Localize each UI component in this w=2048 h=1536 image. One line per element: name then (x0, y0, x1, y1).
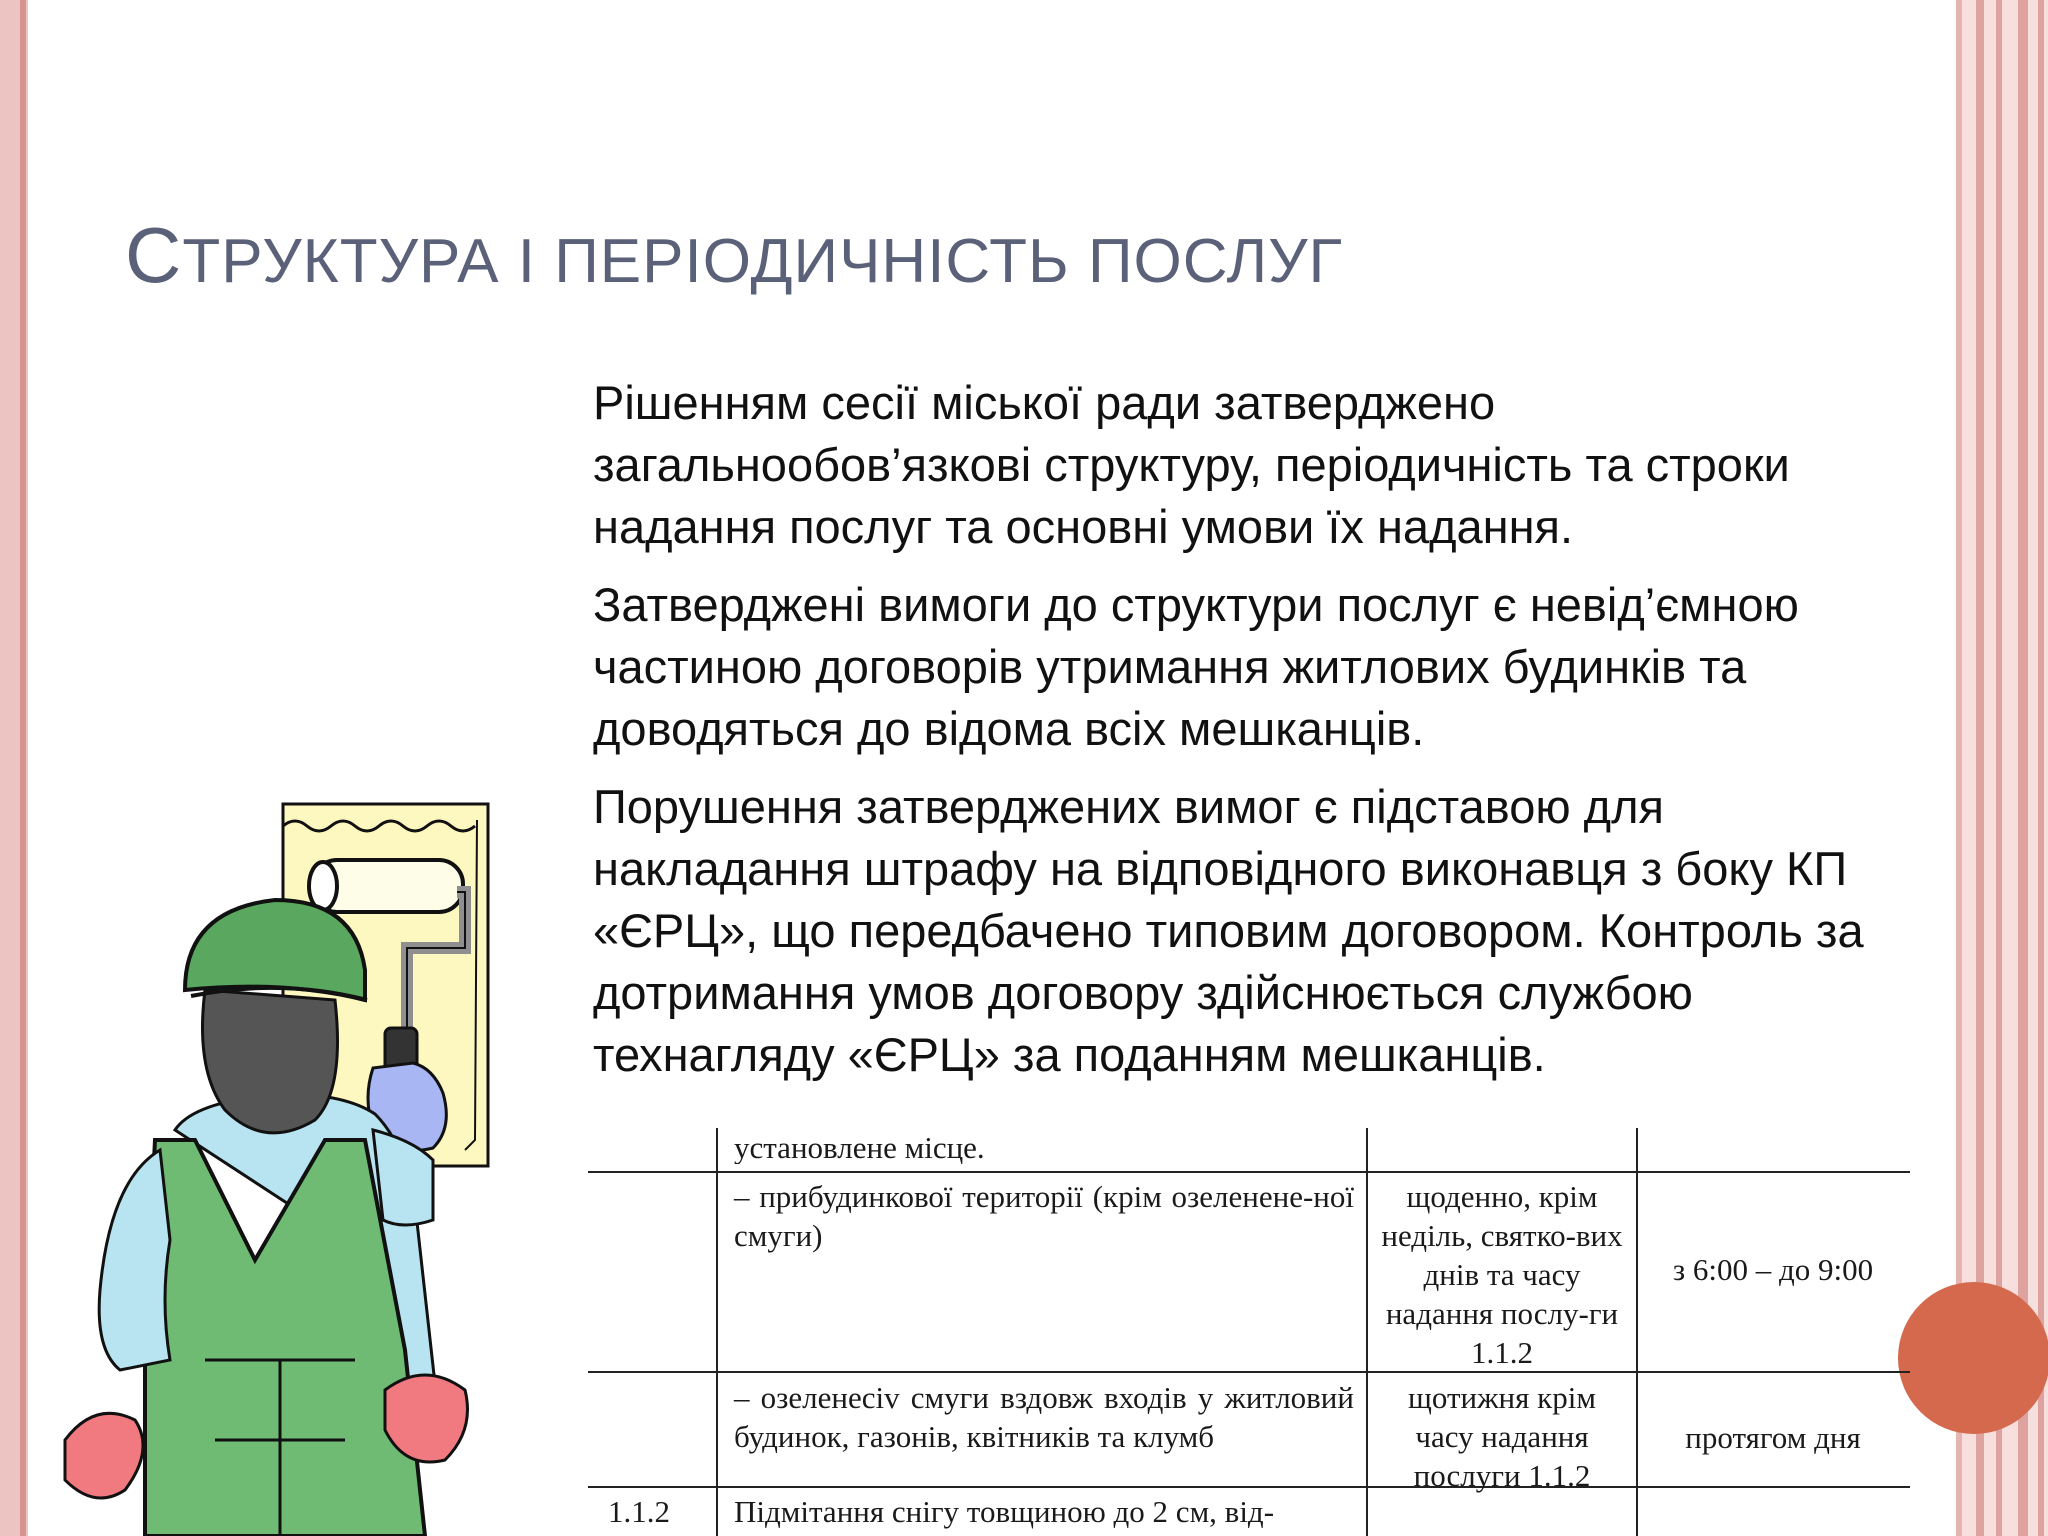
title-initial: С (125, 211, 183, 299)
accent-circle (1898, 1282, 2048, 1434)
table-rule (716, 1128, 718, 1536)
table-rule (588, 1486, 1910, 1488)
frame-left-line (20, 0, 26, 1536)
table-cell-frequency: щотижня крім часу надання послуги 1.1.2 (1408, 1380, 1596, 1493)
table-cell-frequency: щоденно, крім неділь, святко-вих днів та часу надання послу-ги 1.1.2 (1381, 1179, 1623, 1370)
slide-body (593, 372, 1933, 1102)
table-cell-service: Підмітання снігу товщиною до 2 см, від- (734, 1494, 1275, 1529)
paragraph-decision: Рішенням сесії міської ради затверджено загальнообов’язкові структуру, періодичність та строки надання послуг та основні умови їх надання. (593, 376, 1790, 553)
rag-left (65, 1413, 143, 1498)
table-cell-service: – озеленеciv смуги вздовж входів у житловий будинок, газонів, квітників та клумб (734, 1380, 1354, 1454)
table-cell-service: – прибудинкової території (крім озеленене-ної смуги) (734, 1179, 1354, 1253)
rag-right (385, 1375, 468, 1462)
left-arm (99, 1150, 170, 1370)
paragraph-violations: Порушення затверджених вимог є підставою для накладання штрафу на відповідного виконавця з боку КП «ЄРЦ», що передбачено типовим договором. Контроль за дотримання умов договору здійснюється службою технагляду «ЄРЦ» за поданням мешканців. (593, 780, 1864, 1081)
painter-illustration (55, 800, 515, 1536)
table-cut-text: установлене місце. (734, 1130, 985, 1164)
paragraph-requirements: Затверджені вимоги до структури послуг є невід’ємною частиною договорів утримання житлових будинків та доводяться до відома всіх мешканців. (593, 578, 1799, 755)
table-cell-time: з 6:00 – до 9:00 (1672, 1252, 1874, 1287)
table-rule (588, 1371, 1910, 1373)
table-rule (1636, 1128, 1638, 1536)
table-cell-number: 1.1.2 (608, 1494, 670, 1529)
title-rest: ТРУКТУРА І ПЕРІОДИЧНІСТЬ ПОСЛУГ (182, 227, 1344, 296)
table-rule (1366, 1128, 1368, 1536)
frame-stripe (2038, 0, 2044, 1536)
slide-title (125, 210, 1343, 301)
table-cell-time: протягом дня (1685, 1420, 1861, 1455)
services-table-excerpt (588, 1128, 1910, 1536)
table-rule (588, 1171, 1910, 1173)
